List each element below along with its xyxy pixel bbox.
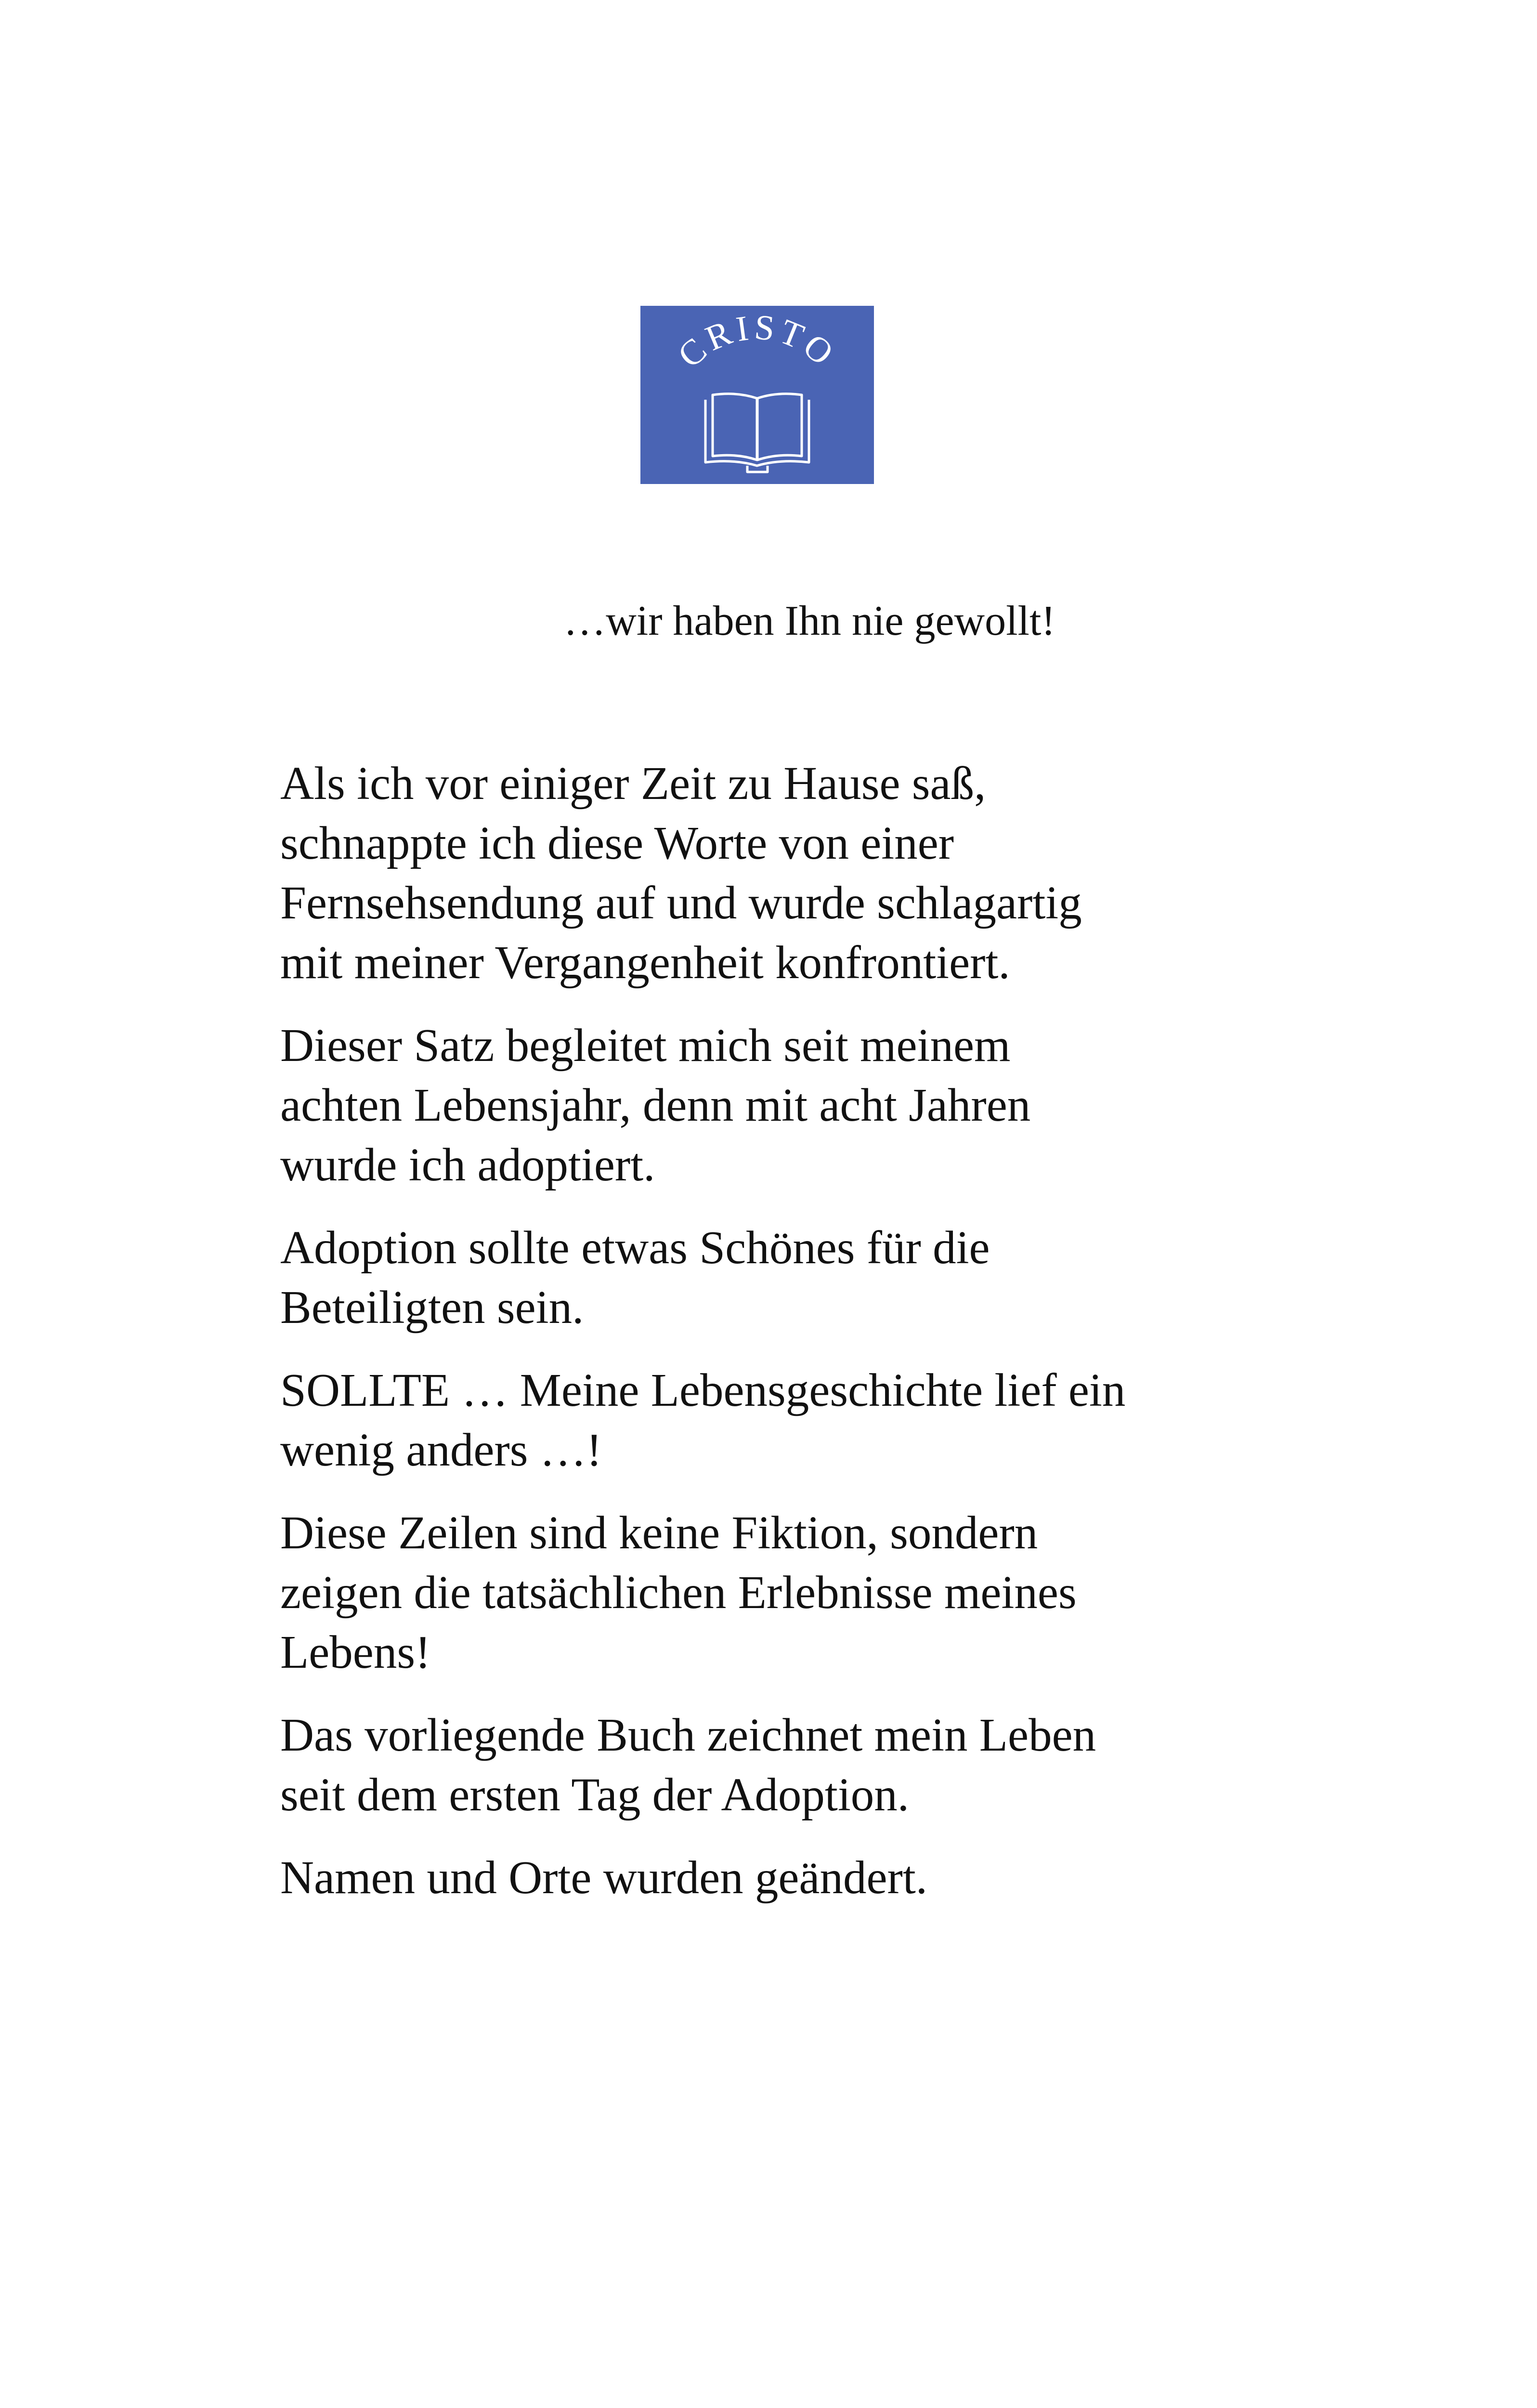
text-line: schnappte ich diese Worte von einer: [280, 817, 954, 869]
text-line: Diese Zeilen sind keine Fiktion, sondern: [280, 1507, 1038, 1558]
text-line: Lebens!: [280, 1626, 431, 1678]
logo-text: CRISTO: [670, 307, 844, 376]
publisher-logo: [640, 306, 874, 484]
text-line: Als ich vor einiger Zeit zu Hause saß,: [280, 758, 986, 809]
paragraph: [280, 1705, 1291, 1825]
text-line: wenig anders …!: [280, 1424, 602, 1476]
text-line: Adoption sollte etwas Schönes für die: [280, 1222, 990, 1273]
text-line: Dieser Satz begleitet mich seit meinem: [280, 1020, 1011, 1071]
page-subtitle: …wir haben Ihn nie gewollt!: [563, 598, 1055, 644]
paragraph: [280, 1361, 1291, 1480]
paragraph: [280, 1503, 1291, 1682]
text-line: SOLLTE … Meine Lebensgeschichte lief ein: [280, 1364, 1126, 1416]
text-line: Beteiligten sein.: [280, 1282, 584, 1333]
text-line: wurde ich adoptiert.: [280, 1139, 655, 1191]
paragraph: [280, 1218, 1291, 1337]
text-line: Das vorliegende Buch zeichnet mein Leben: [280, 1709, 1096, 1761]
text-line: zeigen die tatsächlichen Erlebnisse meines: [280, 1567, 1077, 1618]
paragraph: [280, 1016, 1291, 1195]
text-line: achten Lebensjahr, denn mit acht Jahren: [280, 1079, 1031, 1131]
paragraph: [280, 1848, 1291, 1908]
text-line: Namen und Orte wurden geändert.: [280, 1852, 928, 1903]
cristo-logo-graphic: [640, 306, 874, 484]
text-line: mit meiner Vergangenheit konfrontiert.: [280, 937, 1010, 988]
paragraph: [280, 754, 1291, 993]
text-line: seit dem ersten Tag der Adoption.: [280, 1769, 910, 1820]
text-line: Fernsehsendung auf und wurde schlagartig: [280, 877, 1082, 929]
body-text: [280, 754, 1291, 1931]
